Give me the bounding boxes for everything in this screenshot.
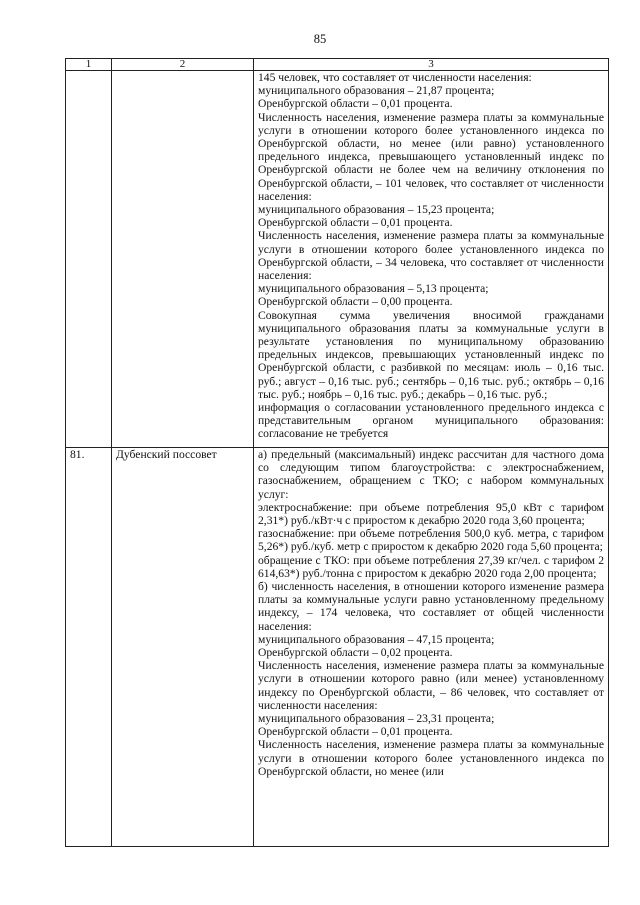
- paragraph: муниципального образования – 21,87 процента;: [258, 84, 495, 98]
- paragraph: Численность населения, изменение размера платы за коммунальные услуги в отношении которого равно (или менее) установленному индексу по Оренбургской области, – 86 человек, что составляет от численности населения:: [258, 659, 604, 712]
- table-row: [66, 71, 609, 448]
- paragraph: Численность населения, изменение размера платы за коммунальные услуги в отношении которого более установленного индекса по Оренбургской области, – 34 человека, что составляет от численности населения:: [258, 229, 604, 283]
- paragraph: обращение с ТКО: при объеме потребления 27,39 кг/чел. с тарифом 2 614,63*) руб./тонна с приростом к декабрю 2020 года 2,00 процента;: [258, 553, 604, 580]
- paragraph: электроснабжение: при объеме потребления 95,0 кВт с тарифом 2,31*) руб./кВт·ч с приростом к декабрю 2020 года 3,60 процента;: [258, 500, 604, 528]
- paragraph: муниципального образования – 5,13 процента;: [258, 282, 489, 296]
- paragraph: муниципального образования – 23,31 процента;: [258, 712, 495, 726]
- row-text: [254, 448, 609, 847]
- paragraph: муниципального образования – 15,23 процента;: [258, 203, 495, 217]
- municipality-name: Дубенский поссовет: [112, 448, 254, 847]
- paragraph: информация о согласовании установленного предельного индекса с представительным органом муниципального образования: согласование не требуется: [258, 401, 604, 441]
- paragraph: а) предельный (максимальный) индекс рассчитан для частного дома со следующим типом благоустройства: с электроснабжением, газоснабжением, обращением с ТКО; с набором коммунальных услуг:: [258, 448, 604, 501]
- page-number: 85: [313, 32, 327, 46]
- row-number: 81.: [66, 448, 112, 847]
- paragraph: б) численность населения, в отношении которого изменение размера платы за коммунальные услуги равно установленному предельному индексу, – 174 человека, что составляет от общей численности населения:: [258, 580, 604, 633]
- row-number: [66, 71, 112, 448]
- table-header-row: [66, 59, 609, 71]
- document-table: [65, 58, 609, 847]
- paragraph: Оренбургской области – 0,01 процента.: [258, 216, 453, 230]
- column-header-2: 2: [112, 59, 254, 71]
- row-text: [254, 71, 609, 448]
- paragraph: Оренбургской области – 0,02 процента.: [258, 646, 453, 660]
- paragraph: Оренбургской области – 0,01 процента.: [258, 725, 453, 739]
- paragraph: 145 человек, что составляет от численности населения:: [258, 71, 532, 84]
- table-row: [66, 448, 609, 847]
- paragraph: Оренбургской области – 0,00 процента.: [258, 295, 453, 309]
- paragraph: Оренбургской области – 0,01 процента.: [258, 97, 453, 111]
- paragraph: муниципального образования – 47,15 процента;: [258, 632, 495, 646]
- paragraph: Численность населения, изменение размера платы за коммунальные услуги в отношении которого более установленного индекса по Оренбургской области, но менее (или равно) установленного предельного индекса, превышающего установленный индекс по Оренбургской области не более чем на величину отклонения по Оренбургской области, – 101 человек, что составляет от численности населения:: [258, 110, 604, 203]
- paragraph: газоснабжение: при объеме потребления 500,0 куб. метра, с тарифом 5,26*) руб./куб. метр с приростом к декабрю 2020 года 5,60 процента;: [258, 527, 604, 554]
- municipality-name: [112, 71, 254, 448]
- paragraph: Численность населения, изменение размера платы за коммунальные услуги в отношении которого более установленного индекса по Оренбургской области, но менее (или: [258, 738, 604, 778]
- column-header-1: 1: [66, 59, 112, 71]
- paragraph: Совокупная сумма увеличения вносимой гражданами муниципального образования платы за коммунальные услуги в результате установления по муниципальному образованию предельных индексов, превышающих установленный индекс по Оренбургской области, с разбивкой по месяцам: июль – 0,16 тыс. руб.; август – 0,16 тыс. руб.; сентябрь – 0,16 тыс. руб.; октябрь – 0,16 тыс. руб.; ноябрь – 0,16 тыс. руб.; декабрь – 0,16 тыс. руб.;: [258, 308, 604, 401]
- column-header-3: 3: [254, 59, 609, 71]
